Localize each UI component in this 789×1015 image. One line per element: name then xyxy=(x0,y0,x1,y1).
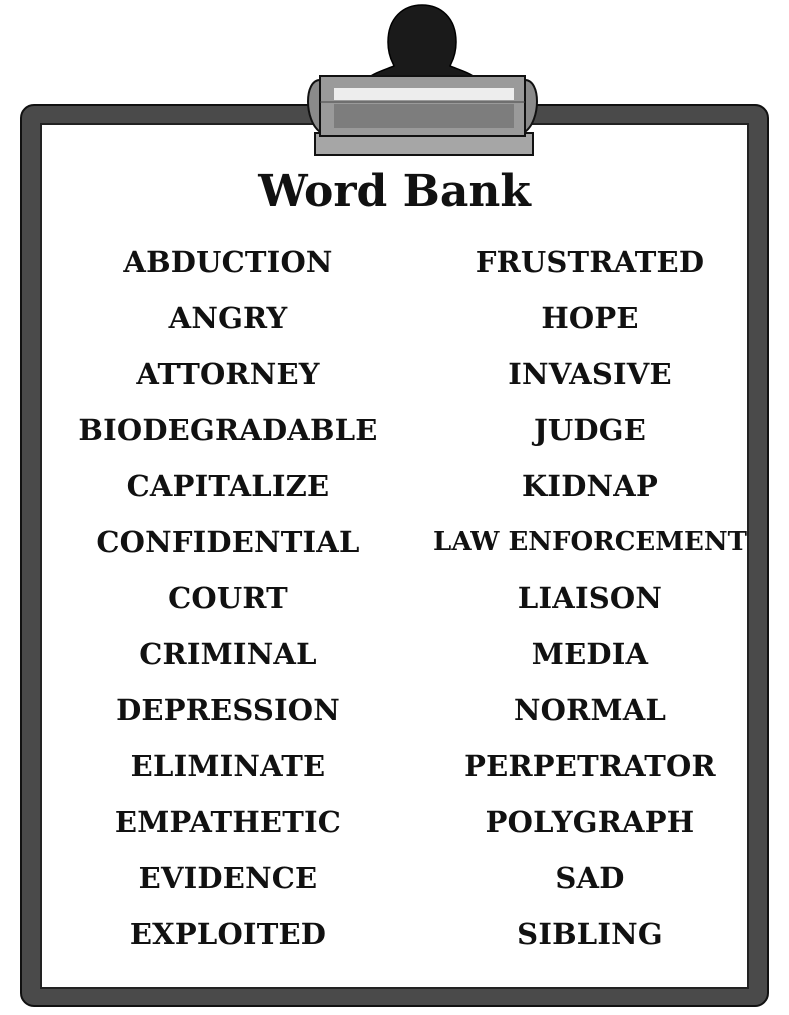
word-item: ELIMINATE xyxy=(130,749,326,783)
word-item: CAPITALIZE xyxy=(126,469,330,503)
word-item: ANGRY xyxy=(168,301,288,335)
word-item: HOPE xyxy=(541,301,639,335)
word-item: EVIDENCE xyxy=(138,861,318,895)
word-item: ATTORNEY xyxy=(136,357,320,391)
word-item: NORMAL xyxy=(513,693,667,727)
word-item: KIDNAP xyxy=(522,469,658,503)
word-item: SIBLING xyxy=(517,917,663,951)
word-item: PERPETRATOR xyxy=(464,749,716,783)
word-item: INVASIVE xyxy=(508,357,672,391)
word-item: COURT xyxy=(168,581,288,615)
word-item: POLYGRAPH xyxy=(485,805,695,839)
word-item: JUDGE xyxy=(533,413,647,447)
word-item: BIODEGRADABLE xyxy=(78,413,378,447)
word-item: FRUSTRATED xyxy=(475,245,705,279)
word-item: LAW ENFORCEMENT xyxy=(433,527,747,557)
word-item: EMPATHETIC xyxy=(114,805,342,839)
page-title: Word Bank xyxy=(258,166,531,217)
word-item: LIAISON xyxy=(517,581,663,615)
word-list-right xyxy=(410,234,770,962)
word-item: CONFIDENTIAL xyxy=(96,525,360,559)
word-item: EXPLOITED xyxy=(129,917,327,951)
word-item: SAD xyxy=(555,861,625,895)
word-item: CRIMINAL xyxy=(139,637,317,671)
word-item: DEPRESSION xyxy=(116,693,340,727)
word-list-left xyxy=(60,234,396,962)
word-item: MEDIA xyxy=(531,637,649,671)
word-item: ABDUCTION xyxy=(123,245,333,279)
clipboard-clip-icon xyxy=(300,0,545,160)
